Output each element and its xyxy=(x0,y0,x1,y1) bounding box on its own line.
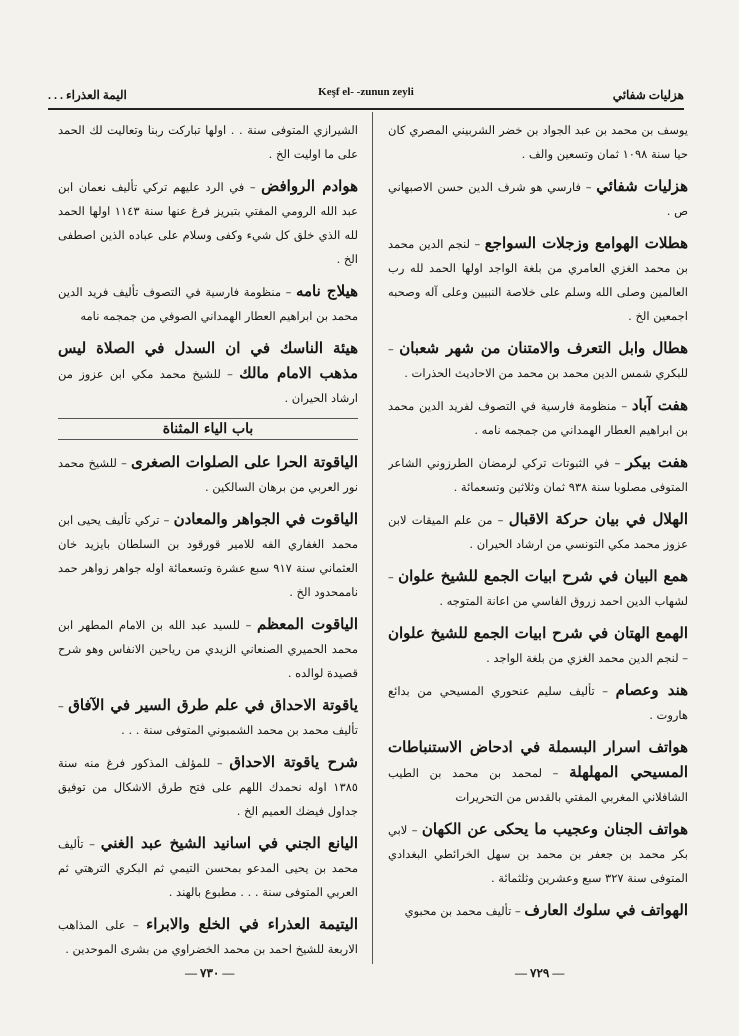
entry-headword: الهواتف في سلوك العارف xyxy=(524,901,688,919)
bibliography-entry xyxy=(58,912,358,958)
bibliography-entry xyxy=(58,279,358,328)
entry-headword: الياقوت في الجواهر والمعادن xyxy=(173,510,358,528)
header-rule xyxy=(48,108,684,110)
entry-text: – فارسي هو شرف الدين حسن الاصبهاني ص . xyxy=(388,180,688,218)
bibliography-entry xyxy=(388,336,688,385)
entry-text: – منظومة فارسية في التصوف لفريد الدين محمد بن ابراهيم العطار الهمداني من جمجمه نامه . xyxy=(388,399,688,437)
entry-text: – تأليف سليم عنحوري المسيحي من بدائع هاروت . xyxy=(388,684,688,722)
entry-text: – للشيخ محمد نور العربي من برهان السالكين . xyxy=(58,456,358,494)
page-header xyxy=(48,86,684,106)
bibliography-entry xyxy=(388,621,688,670)
running-head-right: هزليات شفائي xyxy=(612,88,684,102)
entry-text: – تأليف محمد بن يحيى المدعو بمحسن التيمي ثم البكري الترهتي ثم العربي المتوفى سنة . . . مطبوع بالهند . xyxy=(58,837,358,899)
bibliography-entry xyxy=(388,735,688,809)
bibliography-entry xyxy=(58,693,358,742)
entry-text: – لشهاب الدين احمد زروق الفاسي من اعانة المتوجه . xyxy=(388,570,688,608)
bibliography-entry xyxy=(388,393,688,442)
entry-text: – للسيد عبد الله بن الامام المطهر ابن محمد الحميري الصنعاني الزيدي من رياحين الانفاس وهو شرح قصيدة لوالده . xyxy=(58,618,358,680)
bibliography-entry xyxy=(388,231,688,328)
bibliography-entry xyxy=(58,612,358,685)
bibliography-entry xyxy=(58,831,358,904)
page-number-right: — ٧٢٩ — xyxy=(515,966,565,980)
running-head-center: Keşf el- -zunun zeyli xyxy=(318,86,414,98)
entry-text: – لمحمد بن محمد بن الطيب الشافلاني المغربي المفتي بالقدس من التحريرات xyxy=(388,766,688,804)
entry-headword: هطلات الهوامع وزجلات السواجع xyxy=(484,234,688,252)
entry-text: – لابي بكر محمد بن جعفر بن محمد بن سهل الخرائطي البغدادي المتوفى سنة ٣٢٧ سبع وعشرين وثلثمائة . xyxy=(388,823,688,885)
section-heading: باب الياء المثناة xyxy=(58,418,358,440)
entry-text: – تأليف محمد بن محبوي xyxy=(404,904,521,918)
bibliography-entry xyxy=(388,898,688,923)
bibliography-entry xyxy=(58,174,358,271)
running-head-left: اليمة العذراء . . . xyxy=(48,88,127,102)
entry-headword: هيئة الناسك في ان السدل في الصلاة ليس مذهب الامام مالك xyxy=(58,339,358,382)
entry-headword: هواتف الجنان وعجيب ما يحكى عن الكهان xyxy=(421,820,688,838)
entry-headword: اليانع الجني في اسانيد الشيخ عبد الغني xyxy=(100,834,358,852)
bibliography-entry xyxy=(388,817,688,890)
entry-headword: هيلاج نامه xyxy=(295,282,358,300)
entry-headword: هفت بيكر xyxy=(625,453,688,471)
bibliography-entry xyxy=(388,118,688,166)
entry-headword: هطال وابل التعرف والامتنان من شهر شعبان xyxy=(399,339,688,357)
right-column xyxy=(388,118,688,958)
bibliography-entry xyxy=(388,564,688,613)
entry-headword: هوادم الروافض xyxy=(261,177,358,195)
entry-text: – للمؤلف المذكور فرغ منه سنة ١٣٨٥ اوله نحمدك اللهم على فتح طرق الاشكال من توفيق جداول فيضك العميم الخ . xyxy=(58,756,358,818)
entry-headword: ياقوتة الاحداق في علم طرق السير في الآفاق xyxy=(68,696,358,714)
entry-text: – في الثبوتات تركي لرمضان الطرزوني الشاعر المتوفى مصلوبا سنة ٩٣٨ ثمان وثلاثين وتسعمائة . xyxy=(388,456,688,494)
column-separator xyxy=(372,112,373,964)
bibliography-entry xyxy=(388,507,688,556)
entry-text: – للشيخ محمد مكي ابن عزوز من ارشاد الحيران . xyxy=(58,367,358,405)
entry-text: – على المذاهب الاربعة للشيخ احمد بن محمد الخضراوي من بشرى الموحدين . xyxy=(58,918,358,956)
entry-headword: اليتيمة العذراء في الخلع والابراء xyxy=(146,915,358,933)
bibliography-entry xyxy=(388,174,688,223)
entry-headword: الياقوتة الحرا على الصلوات الصغرى xyxy=(131,453,358,471)
bibliography-entry xyxy=(388,678,688,727)
entry-text: – للبكري شمس الدين محمد بن محمد من الاحاديث الحذرات . xyxy=(388,342,688,380)
bibliography-entry xyxy=(58,336,358,410)
entry-text: – في الرد عليهم تركي تأليف نعمان ابن عبد الله الرومي المفتي بتبريز فرغ عنها سنة ١١٤٣ اولها الحمد لله الذي خلق كل شيء وكفى وسلام على عباده الذين اصطفى الخ . xyxy=(58,180,358,266)
page-number-left: — ٧٣٠ — xyxy=(185,966,235,980)
entry-headword: هفت آباد xyxy=(631,396,688,414)
bibliography-entry xyxy=(58,450,358,499)
entry-headword: الهمع الهتان في شرح ابيات الجمع للشيخ علوان xyxy=(388,624,688,642)
entry-text: يوسف بن محمد بن عبد الجواد بن خضر الشربيني المصري كان حيا سنة ١٠٩٨ ثمان وتسعين والف . xyxy=(388,123,688,161)
entry-headword: هند وعصام xyxy=(615,681,688,699)
bibliography-entry xyxy=(58,750,358,823)
entry-headword: هواتف اسرار البسملة في ادحاض الاستنباطات المسيحي المهلهلة xyxy=(388,738,688,781)
entry-headword: الياقوت المعظم xyxy=(257,615,358,633)
left-column xyxy=(58,118,358,958)
entry-text: – تأليف محمد بن محمد الشمبوني المتوفى سنة . . . xyxy=(58,699,358,737)
entry-text: – منظومة فارسية في التصوف تأليف فريد الدين محمد بن ابراهيم العطار الهمداني الصوفي من جمجمه نامه xyxy=(58,285,358,323)
entry-headword: همع البيان في شرح ابيات الجمع للشيخ علوان xyxy=(398,567,688,585)
entry-text: – من علم الميقات لابن عزوز محمد مكي التونسي من ارشاد الحيران . xyxy=(388,513,688,551)
entry-text: – لنجم الدين محمد بن محمد الغزي العامري من بلغة الواجد اولها الحمد لله رب العالمين وصلى الله وسلم على خلاصة النبيين وعلى آله وصحبه اجمعين الخ . xyxy=(388,237,688,323)
bibliography-entry xyxy=(388,450,688,499)
entry-text: الشيرازي المتوفى سنة . . اولها تباركت ربنا وتعاليت لك الحمد على ما اوليت الخ . xyxy=(58,123,358,161)
entry-headword: هزليات شفائي xyxy=(596,177,688,195)
bibliography-entry xyxy=(58,118,358,166)
bibliography-entry xyxy=(58,507,358,604)
entry-text: – تركي تأليف يحيى ابن محمد الغفاري الفه للامير قورقود بن السلطان بايزيد خان العثماني سنة ٩١٧ سبع عشرة وتسعمائة اوله جواهر زواهر حمد ناممحدود الخ . xyxy=(58,513,358,599)
entry-headword: الهلال في بيان حركة الاقبال xyxy=(508,510,688,528)
entry-text: – لنجم الدين محمد الغزي من بلغة الواجد . xyxy=(486,651,688,665)
entry-headword: شرح ياقوتة الاحداق xyxy=(229,753,358,771)
